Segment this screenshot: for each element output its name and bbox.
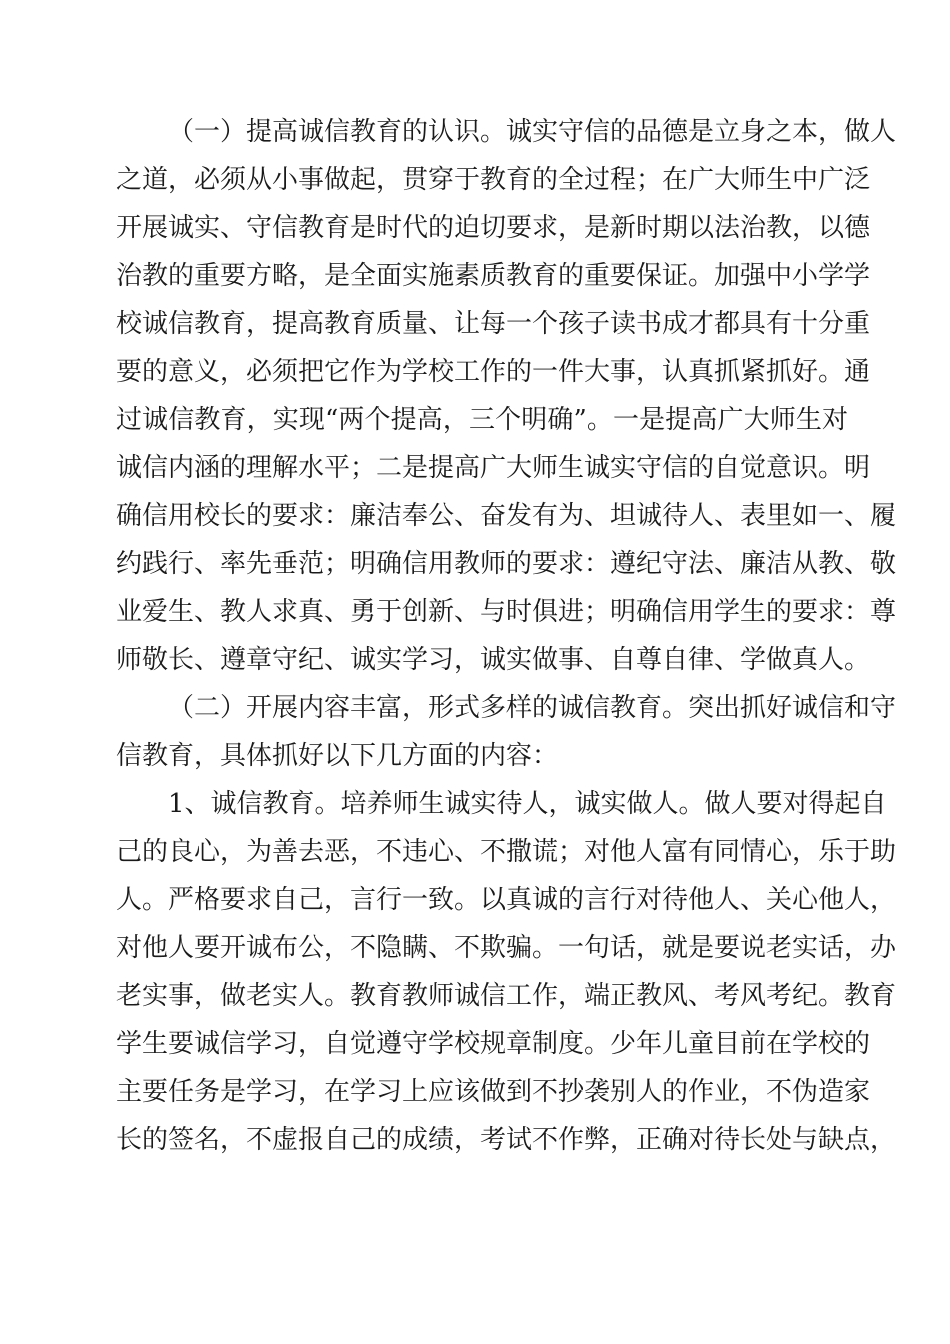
text-line: （二）开展内容丰富，形式多样的诚信教育。突出抓好诚信和守	[168, 693, 897, 723]
paragraph-1	[116, 108, 897, 684]
text-line: 老实事，做老实人。教育教师诚信工作，端正教风、考风考纪。教育	[116, 981, 897, 1011]
text-line: 师敬长、遵章守纪、诚实学习，诚实做事、自尊自律、学做真人。	[116, 645, 871, 675]
text-line: 对他人要开诚布公，不隐瞒、不欺骗。一句话，就是要说老实话，办	[116, 933, 897, 963]
text-line: 学生要诚信学习，自觉遵守学校规章制度。少年儿童目前在学校的	[116, 1029, 871, 1059]
text-line: 治教的重要方略，是全面实施素质教育的重要保证。加强中小学学	[116, 261, 871, 291]
text-line: 开展诚实、守信教育是时代的迫切要求，是新时期以法治教，以德	[116, 213, 871, 243]
text-line: 业爱生、教人求真、勇于创新、与时俱进；明确信用学生的要求：尊	[116, 597, 897, 627]
text-line: 约践行、率先垂范；明确信用教师的要求：遵纪守法、廉洁从教、敬	[116, 549, 897, 579]
text-line: （一）提高诚信教育的认识。诚实守信的品德是立身之本，做人	[168, 117, 897, 147]
paragraph-2	[116, 684, 897, 780]
text-line: 长的签名，不虚报自己的成绩，考试不作弊，正确对待长处与缺点，	[116, 1125, 897, 1155]
text-line: 过诚信教育，实现“两个提高，三个明确”。一是提高广大师生对	[116, 405, 848, 435]
text-line: 要的意义，必须把它作为学校工作的一件大事，认真抓紧抓好。通	[116, 357, 871, 387]
text-line: 人。严格要求自己，言行一致。以真诚的言行对待他人、关心他人，	[116, 885, 897, 915]
text-line: 信教育，具体抓好以下几方面的内容：	[116, 741, 559, 771]
text-line: 己的良心，为善去恶，不违心、不撒谎；对他人富有同情心，乐于助	[116, 837, 897, 867]
text-line: 之道，必须从小事做起，贯穿于教育的全过程；在广大师生中广泛	[116, 165, 871, 195]
text-line: 确信用校长的要求：廉洁奉公、奋发有为、坦诚待人、表里如一、履	[116, 501, 897, 531]
paragraph-3	[116, 780, 897, 1164]
text-line: 校诚信教育，提高教育质量、让每一个孩子读书成才都具有十分重	[116, 309, 871, 339]
text-line: 诚信内涵的理解水平；二是提高广大师生诚实守信的自觉意识。明	[116, 453, 871, 483]
text-line: 1、诚信教育。培养师生诚实待人，诚实做人。做人要对得起自	[168, 789, 887, 819]
document-body	[116, 108, 897, 1164]
text-line: 主要任务是学习，在学习上应该做到不抄袭别人的作业，不伪造家	[116, 1077, 871, 1107]
